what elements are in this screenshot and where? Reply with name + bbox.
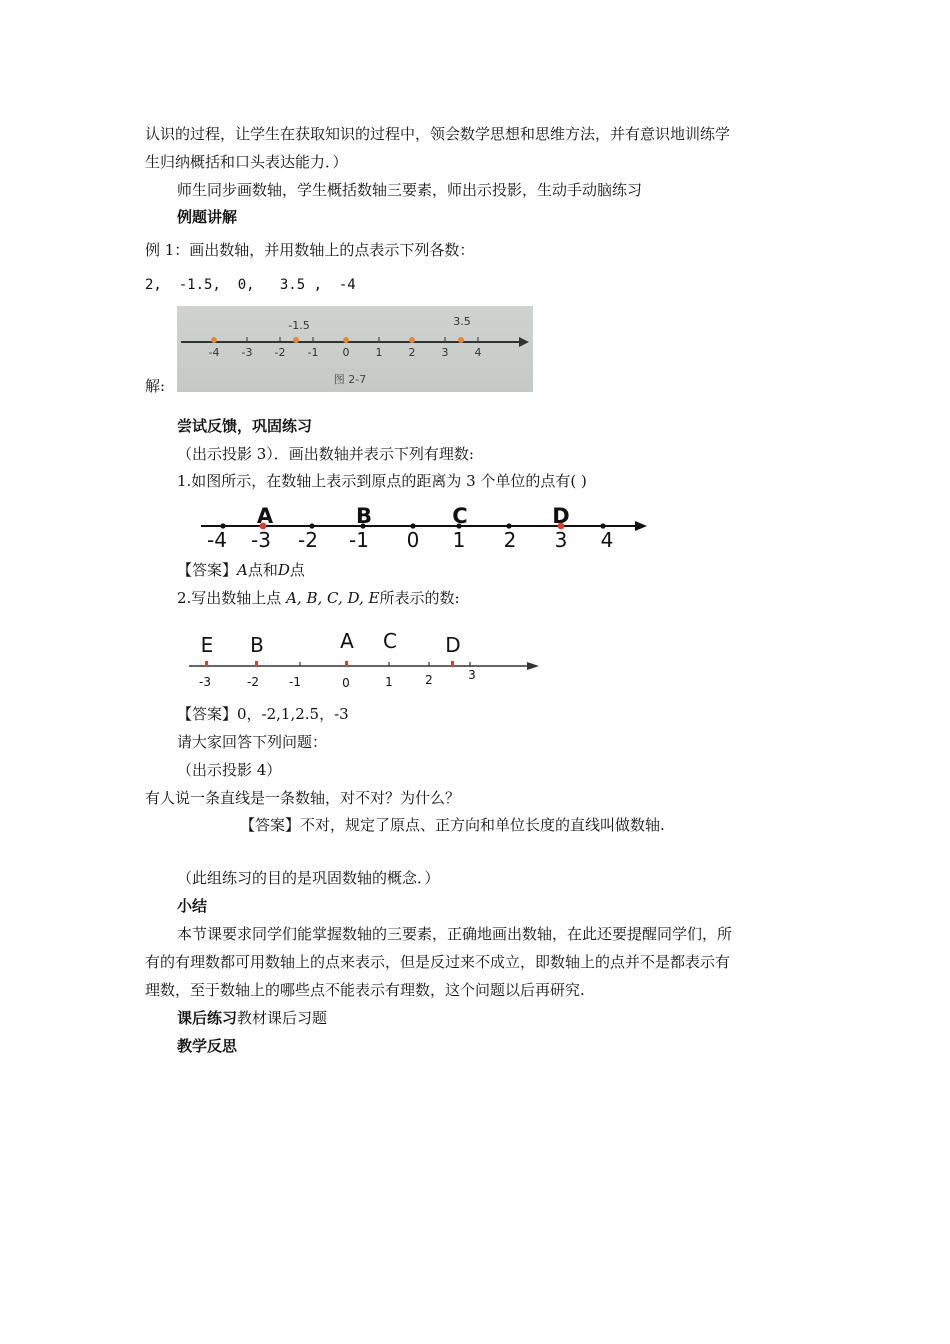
projection-4: （出示投影 4） xyxy=(177,761,282,779)
label-D: D xyxy=(445,633,461,657)
number-line-figure-2 xyxy=(195,505,655,553)
tick-label: 1 xyxy=(375,346,383,359)
summary-line: 理数，至于数轴上的哪些点不能表示有理数，这个问题以后再研究. xyxy=(145,981,585,999)
label-neg1-5: -1.5 xyxy=(288,319,310,332)
point-neg4 xyxy=(211,337,217,343)
label-B: B xyxy=(250,633,264,657)
point-neg1-5 xyxy=(293,337,299,343)
tick-label: 4 xyxy=(600,528,614,552)
homework-text: 教材课后习题 xyxy=(237,1009,328,1027)
tick-label: 4 xyxy=(474,346,482,359)
ask-line: 请大家回答下列问题： xyxy=(177,733,328,751)
label-C: C xyxy=(452,505,468,528)
number-line-figure-3 xyxy=(185,626,545,692)
heading-summary: 小结 xyxy=(177,897,208,915)
point-2 xyxy=(409,337,415,343)
heading-example: 例题讲解 xyxy=(177,208,238,226)
summary-line: 有的有理数都可用数轴上的点来表示，但是反过来不成立，即数轴上的点并不是都表示有 xyxy=(145,953,731,971)
answer-text: 点 xyxy=(289,561,305,579)
figure-caption: 图 2-7 xyxy=(333,373,367,386)
answer-var-a: A xyxy=(237,561,248,579)
tick-label: -4 xyxy=(208,346,220,359)
tick-label: -4 xyxy=(207,528,227,552)
point-B xyxy=(255,661,258,667)
tick-label: 0 xyxy=(406,528,420,552)
answer-var-d: D xyxy=(277,561,290,579)
number-line-figure-1 xyxy=(177,306,533,392)
answer-prefix: 【答案】 xyxy=(177,561,238,579)
question-vars: A, B, C, D, E xyxy=(286,589,380,607)
answer-2: 【答案】0，-2,1,2.5，-3 xyxy=(177,705,349,723)
purpose-note: （此组练习的目的是巩固数轴的概念．） xyxy=(177,869,440,887)
label-C: C xyxy=(383,629,397,653)
heading-feedback: 尝试反馈，巩固练习 xyxy=(177,417,313,435)
paragraph-line: 师生同步画数轴，学生概括数轴三要素，师出示投影，生动手动脑练习 xyxy=(177,181,643,199)
label-B: B xyxy=(355,505,373,528)
tick-label: 1 xyxy=(385,675,393,689)
tick-label: 3 xyxy=(468,668,476,682)
label-A: A xyxy=(340,629,354,653)
projection-3: （出示投影 3）．画出数轴并表示下列有理数: xyxy=(177,445,474,463)
heading-homework: 课后练习 xyxy=(177,1009,238,1027)
tick-label: 3 xyxy=(554,528,568,552)
question-2 xyxy=(177,588,460,608)
tick-label: 0 xyxy=(342,346,350,359)
tick-label: 2 xyxy=(408,346,416,359)
solution-label: 解: xyxy=(145,377,166,395)
label-A: A xyxy=(256,505,274,528)
label-E: E xyxy=(200,633,214,657)
tick-label: -1 xyxy=(349,528,369,552)
tick-label: -3 xyxy=(241,346,253,359)
tick-label: -3 xyxy=(251,528,271,552)
question-text: 所表示的数: xyxy=(379,589,460,607)
tick-label: -2 xyxy=(298,528,318,552)
tick-label: -1 xyxy=(289,675,301,689)
paragraph-line: 认识的过程，让学生在获取知识的过程中，领会数学思想和思维方法，并有意识地训练学 xyxy=(145,125,731,143)
summary-line: 本节课要求同学们能掌握数轴的三要素，正确地画出数轴，在此还要提醒同学们，所 xyxy=(177,925,733,943)
question-1: 1.如图所示，在数轴上表示到原点的距离为 3 个单位的点有( ) xyxy=(177,472,587,490)
point-E xyxy=(205,661,208,667)
answer-3: 【答案】不对，规定了原点、正方向和单位长度的直线叫做数轴. xyxy=(240,816,665,834)
question-3: 有人说一条直线是一条数轴，对不对？为什么？ xyxy=(145,789,461,807)
tick-label: -2 xyxy=(247,675,259,689)
point-0 xyxy=(343,337,349,343)
paragraph-line: 生归纳概括和口头表达能力．） xyxy=(145,153,348,171)
answer-1 xyxy=(177,560,305,580)
tick-label: 2 xyxy=(503,528,517,552)
tick-label: -1 xyxy=(307,346,319,359)
answer-text: 点和 xyxy=(247,561,278,579)
example-1: 例 1：画出数轴，并用数轴上的点表示下列各数： xyxy=(145,241,475,259)
numbers-list: 2, -1.5, 0, 3.5 , -4 xyxy=(145,277,356,293)
point-D xyxy=(451,661,454,667)
tick-label: 0 xyxy=(342,676,350,690)
tick-label: -2 xyxy=(274,346,286,359)
tick-label: 1 xyxy=(452,528,466,552)
question-text: 2.写出数轴上点 xyxy=(177,589,282,607)
point-A xyxy=(345,661,348,667)
tick-label: -3 xyxy=(199,675,211,689)
tick-label: 3 xyxy=(441,346,449,359)
tick-label: 2 xyxy=(425,673,433,687)
label-3-5: 3.5 xyxy=(453,315,471,328)
heading-reflection: 教学反思 xyxy=(177,1037,238,1055)
point-3-5 xyxy=(458,337,464,343)
homework-line xyxy=(177,1008,327,1028)
label-D: D xyxy=(552,505,570,528)
number-line-photo xyxy=(177,306,533,392)
